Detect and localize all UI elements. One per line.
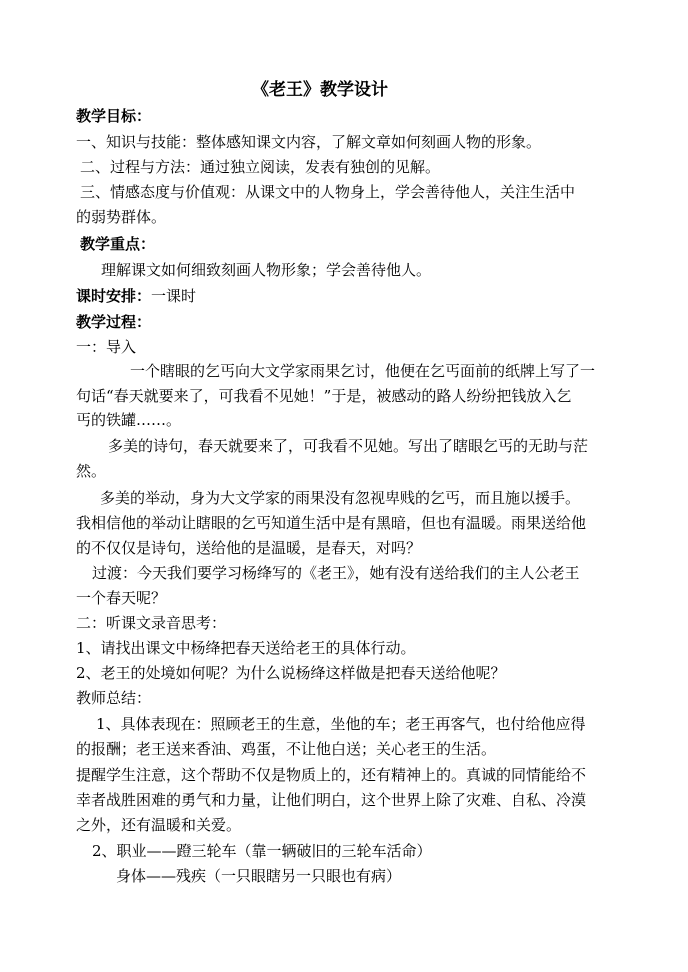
summary-line: 身体——残疾（一只眼瞎另一只眼也有病）: [116, 867, 402, 885]
focus-heading: 教学重点：: [80, 235, 156, 253]
summary-line: 提醒学生注意，这个帮助不仅是物质上的，还有精神上的。真诚的同情能给不: [76, 766, 587, 784]
paragraph-line: 然。: [76, 462, 107, 480]
paragraph-line: 一个春天呢？: [76, 589, 167, 607]
paragraph-line: 的不仅仅是诗句，送给他的是温暖，是春天，对吗？: [76, 539, 422, 557]
schedule-label: 课时安排：: [76, 287, 152, 305]
process-heading: 教学过程：: [76, 313, 152, 331]
part1-heading: 一：导入: [76, 338, 137, 356]
paragraph-line: 过渡：今天我们要学习杨绛写的《老王》，她有没有送给我们的主人公老王: [92, 564, 580, 582]
summary-line: 幸者战胜困难的勇气和力量，让他们明白，这个世界上除了灾难、自私、冷漠: [76, 791, 587, 809]
goal-item: 三、情感态度与价值观：从课文中的人物身上，学会善待他人，关注生活中: [80, 183, 576, 201]
paragraph-line: 多美的举动，身为大文学家的雨果没有忽视卑贱的乞丐，而且施以援手。: [100, 489, 581, 507]
paragraph-line: 多美的诗句，春天就要来了，可我看不见她。写出了瞎眼乞丐的无助与茫: [108, 437, 589, 455]
paragraph-line: 句话“春天就要来了，可我看不见她！”于是，被感动的路人纷纷把钱放入乞: [76, 387, 572, 405]
question-item: 1、请找出课文中杨绛把春天送给老王的具体行动。: [76, 639, 416, 657]
paragraph-line: 一个瞎眼的乞丐向大文学家雨果乞讨，他便在乞丐面前的纸牌上写了一: [130, 362, 596, 380]
goal-item: 一、知识与技能：整体感知课文内容，了解文章如何刻画人物的形象。: [76, 133, 542, 151]
goals-heading: 教学目标：: [76, 107, 152, 125]
paragraph-line: 丐的铁罐……。: [76, 411, 182, 429]
focus-text: 理解课文如何细致刻画人物形象；学会善待他人。: [101, 261, 432, 279]
summary-line: 之外，还有温暖和关爱。: [76, 816, 242, 834]
part2-heading: 二：听课文录音思考：: [76, 614, 227, 632]
summary-heading: 教师总结：: [76, 689, 152, 707]
schedule: [76, 284, 196, 308]
paragraph-line: 我相信他的举动让瞎眼的乞丐知道生活中是有黑暗，但也有温暖。雨果送给他: [76, 514, 587, 532]
summary-line: 1、具体表现在：照顾老王的生意，坐他的车；老王再客气，也付给他应得: [96, 715, 586, 733]
goal-item: 的弱势群体。: [76, 208, 167, 226]
summary-line: 的报酬；老王送来香油、鸡蛋，不让他白送；关心老王的生活。: [76, 740, 497, 758]
goal-item: 二、过程与方法：通过独立阅读，发表有独创的见解。: [80, 158, 441, 176]
summary-line: 2、职业——蹬三轮车（靠一辆破旧的三轮车活命）: [92, 842, 432, 860]
question-item: 2、老王的处境如何呢？为什么说杨绛这样做是把春天送给他呢？: [76, 664, 506, 682]
schedule-value: 一课时: [151, 287, 197, 305]
document-title: 《老王》教学设计: [252, 80, 388, 100]
